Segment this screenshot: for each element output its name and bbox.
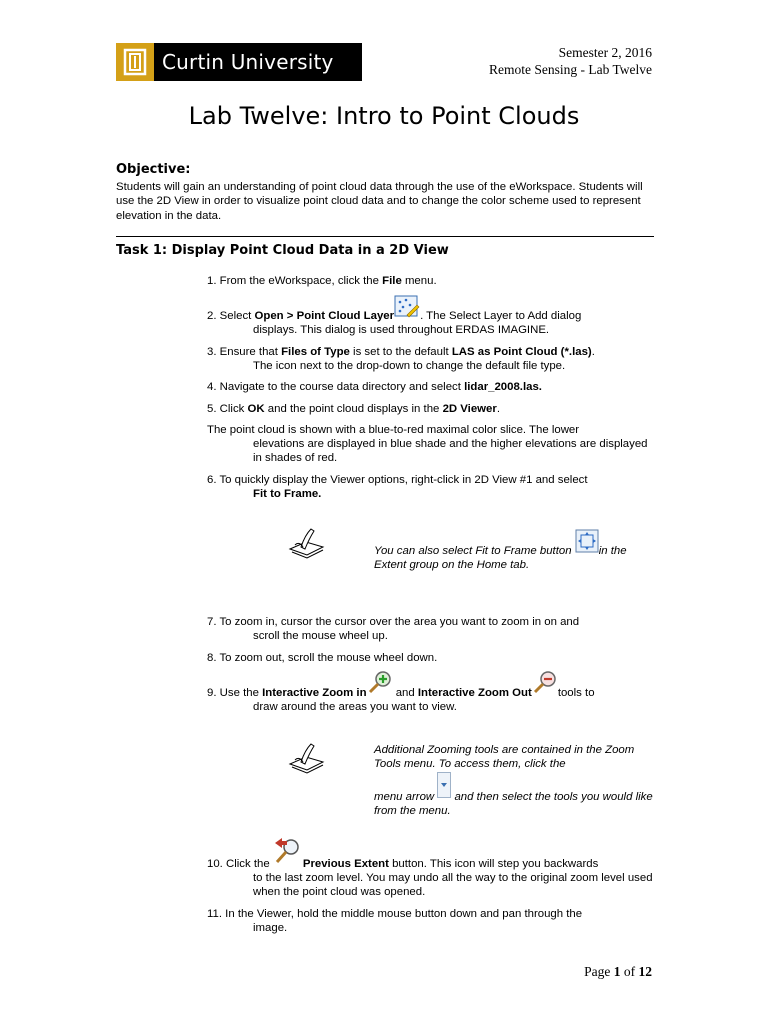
zoom-in-icon [367, 670, 393, 698]
step-5-bold-2: 2D Viewer [442, 403, 497, 415]
note-2 [374, 743, 659, 771]
step-11 [207, 907, 657, 935]
objective-heading: Objective: [116, 162, 191, 177]
step-7-text: 7. To zoom in, cursor the cursor over the area you want to zoom in on and [207, 616, 580, 628]
step-2-bold: Open > Point Cloud Layer [254, 310, 395, 323]
step-11-cont: image. [253, 922, 288, 934]
step-10 [207, 857, 657, 899]
step-3 [207, 345, 657, 373]
semester-text: Semester 2, 2016 [558, 45, 652, 60]
step-3-end: . [591, 346, 595, 358]
step-2-cont: displays. This dialog is used throughout ERDAS IMAGINE. [253, 324, 550, 337]
section-divider [116, 236, 654, 237]
step-5-text: 5. Click [207, 403, 248, 415]
fit-to-frame-icon [575, 529, 599, 557]
step-6-text: 6. To quickly display the Viewer options, right-click in 2D View #1 and select [207, 474, 588, 486]
step-5-bold-1: OK [247, 403, 265, 415]
step-10-cont: to the last zoom level. You may undo all the way to the original zoom level used when the point cloud was opened. [253, 872, 653, 898]
course-text: Remote Sensing - Lab Twelve [488, 62, 652, 77]
step-9-bold-1: Interactive Zoom in [262, 687, 367, 699]
step-9 [207, 686, 657, 714]
step-10-mid: button. This icon will step you backwards [388, 858, 599, 870]
step-3-cont: The icon next to the drop-down to change the default file type. [253, 360, 566, 372]
step-9-bold-2: Interactive Zoom Out [417, 687, 532, 699]
step-2-text: 2. Select [207, 310, 255, 323]
previous-extent-icon [273, 837, 303, 869]
note-2-line-2 [374, 790, 659, 818]
page-num: 1 [613, 964, 621, 979]
page-total: 12 [638, 964, 652, 979]
step-1 [207, 274, 657, 288]
point-cloud-paragraph [207, 423, 657, 465]
step-3-bold-1: Files of Type [281, 346, 350, 358]
note-1 [374, 544, 659, 572]
logo-text: Curtin University [162, 50, 334, 74]
step-7-cont: scroll the mouse wheel up. [253, 630, 388, 642]
page-number [584, 964, 652, 980]
note-hand-icon-2 [287, 740, 327, 781]
step-3-text: 3. Ensure that [207, 346, 282, 358]
note-2-menu: menu arrow [374, 791, 438, 803]
step-4 [207, 380, 657, 394]
note-1-text: You can also select Fit to Frame button [374, 545, 575, 557]
paragraph-cont: elevations are displayed in blue shade and the higher elevations are displayed in shades of red. [253, 438, 648, 464]
page-word: Page [584, 964, 614, 979]
step-2-end: . The Select Layer to Add dialog [420, 310, 582, 323]
crest-icon [116, 43, 154, 81]
note-2-text: Additional Zooming tools are contained in the Zoom Tools menu. To access them, click the [374, 744, 635, 770]
of-word: of [620, 964, 639, 979]
step-6 [207, 473, 657, 501]
step-9-cont: draw around the areas you want to view. [253, 701, 457, 713]
step-7 [207, 615, 657, 643]
curtin-logo [116, 43, 362, 81]
header-info [489, 44, 652, 78]
objective-text: Students will gain an understanding of point cloud data through the use of the eWorkspace. Students will use the 2D View in order to visualize point cloud data and to change the color scheme used to represent elevation in the data. [116, 181, 643, 222]
step-5-end: . [496, 403, 500, 415]
step-5-mid: and the point cloud displays in the [264, 403, 443, 415]
note-1-end: in the Extent group on the Home tab. [374, 545, 627, 571]
step-5 [207, 402, 657, 416]
step-4-text: 4. Navigate to the course data directory and select [207, 381, 465, 393]
step-3-bold-2: LAS as Point Cloud (*.las) [451, 346, 592, 358]
step-4-bold: lidar_2008.las. [464, 381, 542, 393]
menu-arrow-icon [437, 772, 451, 802]
step-9-text: 9. Use the [207, 687, 263, 699]
step-3-mid: is set to the default [349, 346, 452, 358]
zoom-out-icon [532, 670, 558, 698]
step-9-mid: and [392, 687, 418, 699]
note-hand-icon [287, 525, 327, 566]
point-cloud-layer-icon [394, 295, 420, 323]
step-1-bold: File [382, 275, 402, 287]
step-1-text: 1. From the eWorkspace, click the [207, 275, 383, 287]
task1-heading: Task 1: Display Point Cloud Data in a 2D View [116, 243, 449, 258]
step-6-bold: Fit to Frame. [253, 488, 322, 500]
step-11-text: 11. In the Viewer, hold the middle mouse button down and pan through the [207, 908, 583, 920]
step-8: 8. To zoom out, scroll the mouse wheel down. [207, 652, 438, 664]
note-2-end: and then select the tools you would like from the menu. [374, 791, 653, 817]
paragraph-line-1: The point cloud is shown with a blue-to-red maximal color slice. The lower [207, 424, 580, 436]
step-10-bold: Previous Extent [302, 858, 389, 870]
step-10-text: 10. Click the [207, 858, 273, 870]
page-title: Lab Twelve: Intro to Point Clouds [188, 102, 580, 130]
step-2 [207, 309, 657, 337]
step-1-end: menu. [401, 275, 437, 287]
step-9-end: tools to [557, 687, 595, 699]
